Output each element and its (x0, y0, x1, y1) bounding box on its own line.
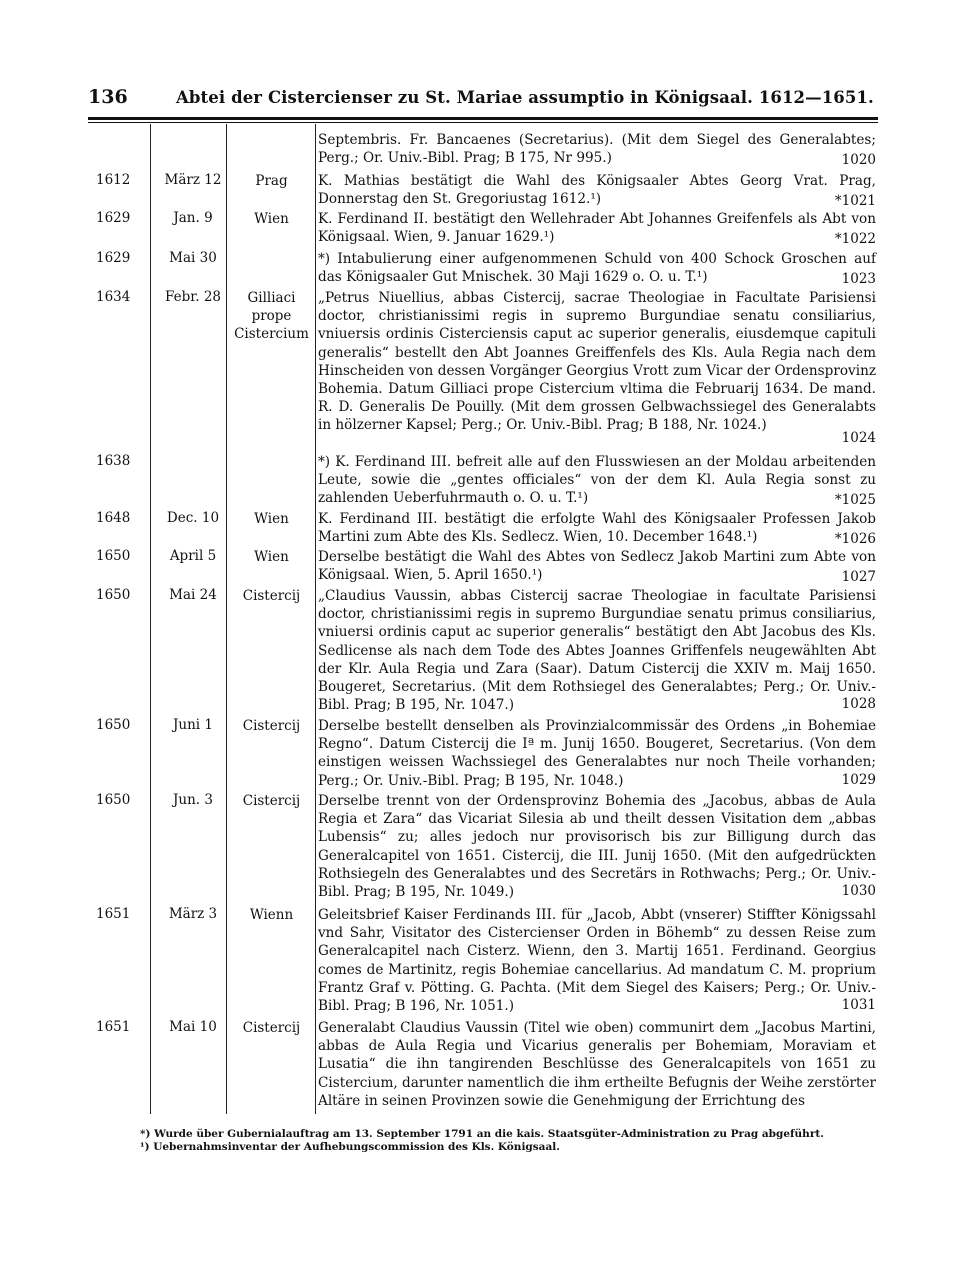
entry-year: 1634 (96, 289, 131, 305)
entry-place: Cistercij (242, 1020, 301, 1036)
entry-place: Gilliaci prope Cistercium (234, 290, 309, 342)
entry-text: Derselbe trennt von der Ordensprovinz Bohemia des „Jacobus, abbas de Aula Regia et Zara“ das Vicariat Silesia ab und theilt dessen Visitation dem „abbas Lubensis“ zu; alles jedoch nur provisorisch bis zur Billigung durch das Generalcapitel von 1651. Cistercij, die III. Junij 1650. (Mit den aufgedrückten Rothsiegeln des Generalabtes und des Secretärs in Rothwachs; Perg.; Or. Univ.-Bibl. Prag; B 195, Nr. 1049.) (318, 793, 876, 901)
page-header (88, 86, 888, 112)
entry-number: 1028 (836, 695, 876, 713)
entry-date: Mai 30 (169, 250, 217, 266)
entry-date: März 3 (168, 906, 218, 922)
entry-number: 1030 (836, 882, 876, 900)
entry-place: Wien (254, 511, 289, 527)
entry-year: 1651 (96, 1019, 131, 1035)
entry-year: 1651 (96, 906, 131, 922)
entry-year: 1629 (96, 250, 131, 266)
entry-text: K. Mathias bestätigt die Wahl des Königsaaler Abtes Georg Vrat. Prag, Donnerstag den St. Gregoriustag 1612.¹) (318, 173, 876, 208)
entry-place: Cistercij (242, 588, 301, 604)
entry-text: Derselbe bestellt denselben als Provinzialcommissär des Ordens „in Bohemiae Regno“. Datum Cistercij die Iª m. Junij 1650. Bougeret, Secretarius. (Von dem einstigen weissen Wachssiegel des Generalabtes nur noch Theile vorhanden; Perg.; Or. Univ.-Bibl. Prag; B 195, Nr. 1048.) (318, 718, 876, 789)
entry-text: Derselbe bestätigt die Wahl des Abtes von Sedlecz Jakob Martini zum Abte von Königsaal. Wien, 5. April 1650.¹) (318, 549, 876, 584)
entry-number: 1023 (836, 270, 876, 288)
entry-place: Cistercij (242, 793, 301, 809)
register-entry (88, 906, 878, 1014)
entry-year: 1629 (96, 210, 131, 226)
entry-number: *1022 (829, 230, 876, 248)
entry-number: *1021 (829, 192, 876, 210)
register-entry (88, 172, 878, 210)
entry-place: Wien (254, 211, 289, 227)
entry-number: 1020 (836, 151, 876, 169)
entry-text: *) K. Ferdinand III. befreit alle auf den Flusswiesen an der Moldau arbeitenden Leute, sowie die „gentes officiales“ von der dem Kl. Aula Regia sonst zu zahlenden Ueberfuhrmauth o. O. u. T.¹) (318, 454, 876, 507)
register-entry (88, 792, 878, 900)
entry-text: K. Ferdinand II. bestätigt den Wellehrader Abt Johannes Greifenfels als Abt von Königsaal. Wien, 9. Januar 1629.¹) (318, 211, 876, 246)
page-number: 136 (88, 86, 128, 108)
entry-date: Febr. 28 (165, 289, 221, 305)
header-rule-thick (88, 117, 878, 120)
register-entry (88, 250, 878, 288)
entry-text: Generalabt Claudius Vaussin (Titel wie oben) communirt dem „Jacobus Martini, abbas de Aula Regia und Vicarius generalis per Bohemiam, Moraviam et Lusatia“ die ihn tangirenden Beschlüsse des Generalcapitels von 1651 zu Cistercium, darunter namentlich die ihm ertheilte Befugnis der Weihe zerstörter Altäre in seinen Provinzen sowie die Genehmigung der Errichtung des (318, 1020, 876, 1109)
register-entry (88, 210, 878, 248)
register-entry (88, 453, 878, 509)
footnote: ¹) Uebernahmsinventar der Aufhebungscommission des Kls. Königsaal. (140, 1141, 560, 1153)
entry-text: K. Ferdinand III. bestätigt die erfolgte Wahl des Königsaaler Professen Jakob Martini zum Abte des Kls. Sedlecz. Wien, 10. December 1648.¹) (318, 511, 876, 546)
register-entry (88, 717, 878, 789)
entry-date: März 12 (164, 172, 222, 188)
running-title: Abtei der Cistercienser zu St. Mariae assumptio in Königsaal. 1612—1651. (176, 88, 874, 107)
entry-number: *1026 (829, 530, 876, 548)
entry-number: 1024 (836, 429, 876, 447)
entry-date: Mai 10 (169, 1019, 217, 1035)
register-entry (88, 289, 878, 447)
entry-text: *) Intabulierung einer aufgenommenen Schuld von 400 Schock Groschen auf das Königsaaler Gut Mnischek. 30 Maji 1629 o. O. u. T.¹) (318, 251, 876, 286)
entry-date: April 5 (169, 548, 217, 564)
entry-year: 1650 (96, 792, 131, 808)
entry-year: 1638 (96, 453, 131, 469)
register-entry (88, 131, 878, 169)
entry-date: Mai 24 (169, 587, 217, 603)
entry-text: „Petrus Niuellius, abbas Cistercij, sacrae Theologiae in Facultate Parisiensi doctor, christianissimi regis in supremo Burgundiae senatu consiliarius, vniuersis ordinis Cisterciensis caput ac superior generalis, eiusdemque capituli generalis“ bestellt den Abt Joannes Greiffenfels des Kls. Aula Regia nach dem Hinscheiden von dessen Vorgänger Georgius Vrott zum Vicar der Ordensprovinz Bohemia. Datum Gilliaci prope Cistercium vltima die Februarij 1634. De mand. R. D. Generalis De Pouilly. (Mit dem grossen Gelbwachssiegel des Generalabts in hölzerner Kapsel; Perg.; Or. Univ.-Bibl. Prag; B 188, Nr. 1024.) (318, 290, 876, 434)
entry-date: Jun. 3 (173, 792, 213, 808)
register-entry (88, 548, 878, 586)
entry-number: 1029 (836, 771, 876, 789)
entry-text: Septembris. Fr. Bancaenes (Secretarius). (Mit dem Siegel des Generalabtes; Perg.; Or. Univ.-Bibl. Prag; B 175, Nr 995.) (318, 132, 876, 167)
entry-date: Jan. 9 (173, 210, 213, 226)
entry-text: Geleitsbrief Kaiser Ferdinands III. für „Jacob, Abbt (vnserer) Stiffter Königssahl vnd Sahr, Visitator des Cistercienser Orden in Böhemb“ zu dessen Reise zum Generalcapitel nach Cisterz. Wienn, den 3. Martij 1651. Ferdinand. Georgius comes de Martinitz, regis Bohemiae cancellarius. Ad mandatum C. M. proprium Frantz Graf v. Pötting. G. Pachta. (Mit dem Siegel des Kaisers; Perg.; Or. Univ.-Bibl. Prag; B 196, Nr. 1051.) (318, 907, 876, 1015)
register-entry (88, 1019, 878, 1111)
entry-year: 1650 (96, 717, 131, 733)
entry-number: *1025 (829, 491, 876, 509)
header-rule-thin (88, 122, 878, 123)
footnote: *) Wurde über Gubernialauftrag am 13. September 1791 an die kais. Staatsgüter-Administration zu Prag abgeführt. (140, 1128, 824, 1140)
entry-place: Wien (254, 549, 289, 565)
entry-number: 1027 (836, 568, 876, 586)
entry-text: „Claudius Vaussin, abbas Cistercij sacrae Theologiae in facultate Parisiensi doctor, christianissimi regis in supremo Burgundiae senatu primus consiliarius, vniuersi ordinis caput ac superior generalis“ bestätigt den Abt Jacobus des Kls. Sedlicense als nach dem Tode des Abtes Joannes Griffenfels neugewählten Abt der Klr. Aula Regia und Zara (Saar). Datum Cistercij die XXIV m. Maij 1650. Bougeret, Secretarius. (Mit dem Rothsiegel des Generalabtes; Perg.; Or. Univ.-Bibl. Prag; B 195, Nr. 1047.) (318, 588, 876, 714)
entry-year: 1648 (96, 510, 131, 526)
entry-date: Dec. 10 (166, 510, 220, 526)
register-entry (88, 587, 878, 713)
entry-place: Cistercij (242, 718, 301, 734)
entry-year: 1650 (96, 548, 131, 564)
footnotes (140, 1128, 880, 1154)
entry-year: 1612 (96, 172, 131, 188)
entry-number: 1031 (836, 996, 876, 1014)
register-entry (88, 510, 878, 548)
entry-place: Prag (255, 173, 288, 189)
entry-place: Wienn (249, 907, 294, 923)
entry-year: 1650 (96, 587, 131, 603)
entry-date: Juni 1 (173, 717, 213, 733)
